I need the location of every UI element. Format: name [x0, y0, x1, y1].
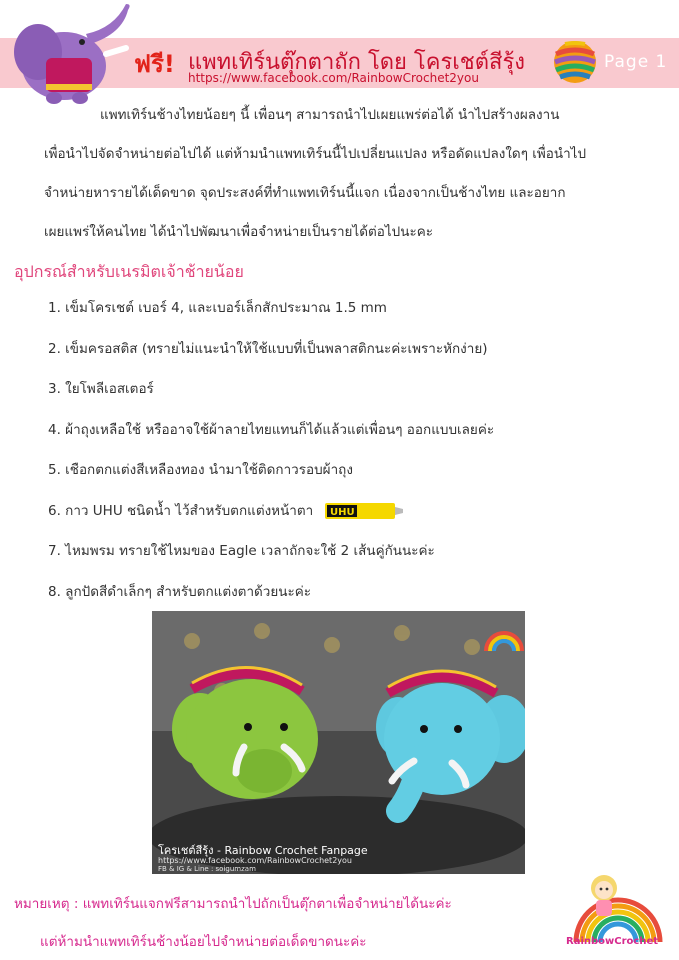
materials-heading: อุปกรณ์สำหรับเนรมิตเจ้าช้ายน้อย [14, 262, 244, 281]
elephant-logo [2, 4, 134, 106]
uhu-glue-icon [325, 501, 403, 521]
photo-illustration [152, 611, 525, 874]
material-item: 3. ใยโพลีเอสเตอร์ [48, 381, 154, 397]
page-number: Page 1 [604, 52, 668, 72]
material-item: 2. เข็มครอสติส (ทรายไม่แนะนำให้ใช้แบบที่เป็นพลาสติกนะค่ะเพราะหักง่าย) [48, 340, 488, 357]
material-item [48, 491, 648, 532]
photo-caption: โครเชต์สีรุ้ง - Rainbow Crochet Fanpage [158, 844, 368, 857]
glue-brand-text: UHU [330, 506, 355, 518]
note-line-2: แต่ห้ามนำแพทเทิร์นช้างน้อยไปจำหน่ายต่อเด็ดขาดนะค่ะ [40, 934, 367, 950]
facebook-url[interactable]: https://www.facebook.com/RainbowCrochet2you [188, 71, 479, 85]
intro-line: แพทเทิร์นช้างไทยน้อยๆ นี้ เพื่อนๆ สามารถนำไปเผยแพร่ต่อได้ นำไปสร้างผลงาน [100, 107, 560, 123]
brand-name: RainbowCrochet [566, 936, 659, 947]
material-item: 8. ลูกปัดสีดำเล็กๆ สำหรับตกแต่งตาด้วยนะค่ะ [48, 583, 312, 600]
yarn-ball-icon [553, 40, 597, 84]
material-item: 1. เข็มโครเชต์ เบอร์ 4, และเบอร์เล็กสักประมาณ 1.5 mm [48, 300, 387, 316]
note-line-1: หมายเหตุ : แพทเทิร์นแจกฟรีสามารถนำไปถักเป็นตุ๊กตาเพื่อจำหน่ายได้นะค่ะ [14, 896, 452, 912]
elephants-photo [152, 611, 525, 874]
material-item: 7. ไหมพรม ทรายใช้ไหมของ Eagle เวลาถักจะใช้ 2 เส้นคู่กันนะค่ะ [48, 543, 435, 559]
free-label: ฟรี! [134, 50, 175, 78]
intro-paragraph [44, 96, 644, 252]
materials-list [48, 288, 648, 612]
intro-line: เผยแพร่ให้คนไทย ได้นำไปพัฒนาเพื่อจำหน่ายเป็นรายได้ต่อไปนะคะ [44, 224, 433, 240]
material-item: 4. ผ้าถุงเหลือใช้ หรืออาจใช้ผ้าลายไทยแทนก็ได้แล้วแต่เพื่อนๆ ออกแบบเลยค่ะ [48, 421, 495, 438]
material-item-text: 6. กาว UHU ชนิดน้ำ ไว้สำหรับตกแต่งหน้าตา [48, 502, 314, 519]
photo-social: FB & IG & Line : soigumzam [158, 865, 256, 873]
intro-line: เพื่อนำไปจัดจำหน่ายต่อไปได้ แต่ห้ามนำแพทเทิร์นนี้ไปเปลี่ยนแปลง หรือดัดแปลงใดๆ เพื่อนำไป [44, 146, 587, 162]
material-item: 5. เชือกตกแต่งสีเหลืองทอง นำมาใช้ติดกาวรอบผ้าถุง [48, 462, 353, 478]
photo-url: https://www.facebook.com/RainbowCrochet2you [158, 856, 352, 865]
pattern-title: แพทเทิร์นตุ๊กตาถัก โดย โครเชต์สีรุ้ง [188, 50, 526, 75]
intro-line: จำหน่ายหารายได้เด็ดขาด จุดประสงค์ที่ทำแพทเทิร์นนี้แจก เนื่องจากเป็นช้างไทย และอยาก [44, 185, 566, 201]
